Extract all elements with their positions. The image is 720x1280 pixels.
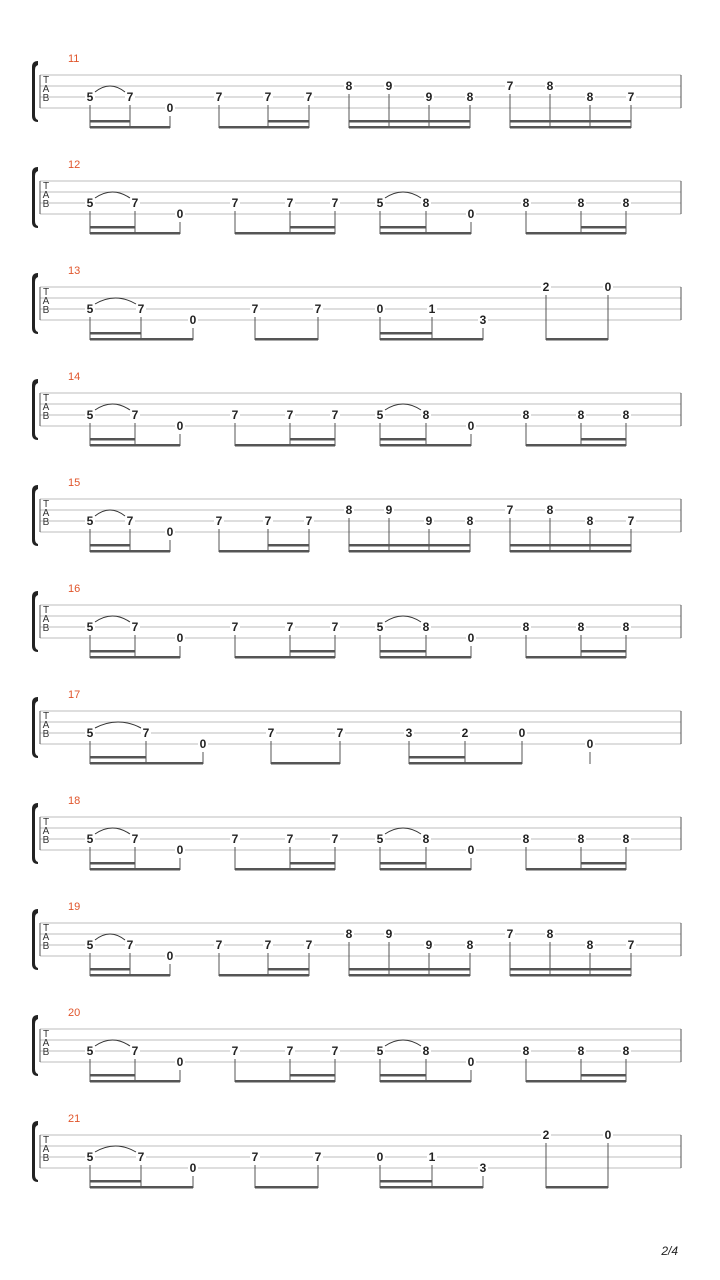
- fret-number: 0: [467, 843, 475, 857]
- beam-secondary: [90, 544, 130, 547]
- fret-number: 0: [518, 726, 526, 740]
- fret-number: 7: [131, 1044, 139, 1058]
- fret-number: 5: [376, 196, 384, 210]
- fret-number: 1: [428, 1150, 436, 1164]
- fret-number: 7: [131, 408, 139, 422]
- fret-number: 7: [627, 514, 635, 528]
- fret-number: 5: [86, 620, 94, 634]
- fret-number: 7: [215, 90, 223, 104]
- beam-primary: [380, 656, 471, 659]
- tab-clef-letter: B: [42, 517, 50, 528]
- beam-primary: [349, 126, 470, 129]
- slur-arc: [95, 722, 141, 728]
- measure-number: 12: [68, 159, 81, 171]
- fret-number: 7: [231, 196, 239, 210]
- fret-number: 7: [627, 90, 635, 104]
- beam-primary: [349, 550, 470, 553]
- fret-number: 5: [86, 1044, 94, 1058]
- beam-primary: [510, 550, 631, 553]
- beam-secondary: [380, 226, 426, 229]
- beam-secondary: [290, 226, 335, 229]
- tab-clef-letter: B: [42, 199, 50, 210]
- beam-primary: [380, 1186, 483, 1189]
- fret-number: 7: [231, 408, 239, 422]
- slur-arc: [385, 616, 421, 622]
- fret-number: 7: [251, 302, 259, 316]
- beam-secondary: [581, 862, 626, 865]
- fret-number: 0: [199, 737, 207, 751]
- slur-arc: [95, 192, 130, 198]
- beam-primary: [219, 126, 309, 129]
- beam-secondary: [380, 650, 426, 653]
- beam-secondary: [90, 1180, 141, 1183]
- slur-arc: [385, 404, 421, 410]
- fret-number: 7: [264, 514, 272, 528]
- fret-number: 0: [604, 280, 612, 294]
- beam-secondary: [380, 1074, 426, 1077]
- beam-secondary: [349, 968, 470, 971]
- fret-number: 3: [405, 726, 413, 740]
- fret-number: 7: [251, 1150, 259, 1164]
- tab-clef-letter: A: [42, 84, 50, 95]
- tab-clef-letter: B: [42, 941, 50, 952]
- beam-primary: [380, 232, 471, 235]
- beam-primary: [271, 762, 340, 765]
- fret-number: 8: [577, 620, 585, 634]
- beam-primary: [90, 1080, 180, 1083]
- tab-clef-letter: B: [42, 835, 50, 846]
- beam-secondary: [90, 120, 130, 123]
- fret-number: 8: [466, 938, 474, 952]
- fret-number: 7: [231, 1044, 239, 1058]
- slur-arc: [385, 192, 421, 198]
- fret-number: 7: [331, 196, 339, 210]
- beam-primary: [90, 868, 180, 871]
- beam-primary: [526, 656, 626, 659]
- tab-clef-letter: T: [42, 1135, 50, 1146]
- slur-arc: [95, 1040, 130, 1046]
- tab-system-19: [32, 901, 681, 977]
- beam-secondary: [90, 756, 146, 759]
- slur-arc: [95, 934, 125, 940]
- fret-number: 7: [305, 938, 313, 952]
- beam-primary: [510, 974, 631, 977]
- fret-number: 7: [331, 620, 339, 634]
- fret-number: 8: [546, 503, 554, 517]
- slur-arc: [385, 828, 421, 834]
- beam-primary: [546, 338, 608, 341]
- tab-system-18: [32, 795, 681, 871]
- fret-number: 7: [126, 938, 134, 952]
- beam-secondary: [290, 862, 335, 865]
- beam-primary: [90, 656, 180, 659]
- fret-number: 3: [479, 1161, 487, 1175]
- fret-number: 0: [467, 419, 475, 433]
- beam-secondary: [349, 544, 470, 547]
- beam-primary: [90, 232, 180, 235]
- fret-number: 8: [586, 90, 594, 104]
- beam-primary: [90, 550, 170, 553]
- tab-system-12: [32, 159, 681, 235]
- slur-arc: [95, 510, 125, 516]
- fret-number: 7: [627, 938, 635, 952]
- fret-number: 8: [422, 1044, 430, 1058]
- measure-number: 18: [68, 795, 81, 807]
- fret-number: 0: [467, 1055, 475, 1069]
- fret-number: 0: [604, 1128, 612, 1142]
- beam-primary: [349, 974, 470, 977]
- fret-number: 9: [385, 79, 393, 93]
- fret-number: 8: [522, 832, 530, 846]
- fret-number: 7: [131, 620, 139, 634]
- beam-secondary: [581, 438, 626, 441]
- fret-number: 0: [189, 313, 197, 327]
- fret-number: 8: [522, 196, 530, 210]
- fret-number: 7: [215, 514, 223, 528]
- beam-primary: [235, 232, 335, 235]
- beam-primary: [380, 868, 471, 871]
- beam-secondary: [268, 120, 309, 123]
- beam-primary: [235, 656, 335, 659]
- tab-clef-letter: A: [42, 932, 50, 943]
- beam-primary: [526, 444, 626, 447]
- fret-number: 0: [166, 101, 174, 115]
- beam-primary: [90, 762, 203, 765]
- fret-number: 9: [425, 90, 433, 104]
- fret-number: 7: [126, 514, 134, 528]
- fret-number: 7: [264, 90, 272, 104]
- tab-system-20: [32, 1007, 681, 1083]
- beam-primary: [235, 868, 335, 871]
- beam-primary: [546, 1186, 608, 1189]
- beam-primary: [235, 1080, 335, 1083]
- system-bracket: [32, 167, 38, 228]
- fret-number: 5: [376, 832, 384, 846]
- beam-secondary: [409, 756, 465, 759]
- fret-number: 7: [131, 196, 139, 210]
- beam-secondary: [581, 1074, 626, 1077]
- fret-number: 8: [622, 196, 630, 210]
- fret-number: 0: [176, 843, 184, 857]
- fret-number: 5: [86, 1150, 94, 1164]
- tab-clef-letter: T: [42, 711, 50, 722]
- system-bracket: [32, 61, 38, 122]
- fret-number: 7: [231, 620, 239, 634]
- tab-clef-letter: B: [42, 623, 50, 634]
- beam-primary: [526, 868, 626, 871]
- fret-number: 0: [189, 1161, 197, 1175]
- fret-number: 8: [522, 1044, 530, 1058]
- beam-primary: [526, 1080, 626, 1083]
- tab-clef-letter: T: [42, 287, 50, 298]
- fret-number: 7: [286, 1044, 294, 1058]
- tab-clef-letter: B: [42, 729, 50, 740]
- beam-primary: [90, 1186, 193, 1189]
- beam-secondary: [90, 226, 135, 229]
- measure-number: 16: [68, 583, 81, 595]
- tab-system-17: [32, 689, 681, 765]
- fret-number: 8: [422, 408, 430, 422]
- beam-secondary: [290, 1074, 335, 1077]
- fret-number: 7: [137, 1150, 145, 1164]
- measure-number: 13: [68, 265, 81, 277]
- fret-number: 7: [286, 832, 294, 846]
- tab-clef-letter: B: [42, 411, 50, 422]
- system-bracket: [32, 909, 38, 970]
- fret-number: 7: [506, 503, 514, 517]
- fret-number: 7: [215, 938, 223, 952]
- slur-arc: [95, 616, 130, 622]
- fret-number: 7: [305, 90, 313, 104]
- slur-arc: [95, 1146, 136, 1152]
- beam-secondary: [268, 968, 309, 971]
- tab-system-16: [32, 583, 681, 659]
- beam-secondary: [90, 332, 141, 335]
- tab-clef-letter: A: [42, 508, 50, 519]
- fret-number: 9: [425, 514, 433, 528]
- fret-number: 8: [546, 79, 554, 93]
- fret-number: 7: [506, 79, 514, 93]
- beam-primary: [380, 1080, 471, 1083]
- beam-primary: [219, 550, 309, 553]
- tab-clef-letter: B: [42, 305, 50, 316]
- fret-number: 7: [314, 1150, 322, 1164]
- fret-number: 5: [376, 620, 384, 634]
- system-bracket: [32, 379, 38, 440]
- fret-number: 8: [622, 1044, 630, 1058]
- beam-primary: [380, 444, 471, 447]
- beam-secondary: [90, 438, 135, 441]
- system-bracket: [32, 591, 38, 652]
- system-bracket: [32, 1121, 38, 1182]
- fret-number: 7: [142, 726, 150, 740]
- tab-system-13: [32, 265, 681, 341]
- beam-primary: [90, 974, 170, 977]
- beam-primary: [235, 444, 335, 447]
- tab-clef-letter: T: [42, 1029, 50, 1040]
- tab-clef-letter: T: [42, 817, 50, 828]
- fret-number: 7: [267, 726, 275, 740]
- beam-primary: [380, 338, 483, 341]
- beam-secondary: [90, 862, 135, 865]
- fret-number: 8: [466, 90, 474, 104]
- fret-number: 8: [466, 514, 474, 528]
- beam-secondary: [510, 968, 631, 971]
- slur-arc: [385, 1040, 421, 1046]
- measure-number: 15: [68, 477, 81, 489]
- beam-primary: [255, 1186, 318, 1189]
- beam-primary: [526, 232, 626, 235]
- fret-number: 0: [586, 737, 594, 751]
- tab-system-21: [32, 1113, 681, 1189]
- beam-secondary: [90, 1074, 135, 1077]
- fret-number: 8: [522, 620, 530, 634]
- fret-number: 0: [176, 419, 184, 433]
- system-bracket: [32, 803, 38, 864]
- tab-clef-letter: B: [42, 1047, 50, 1058]
- fret-number: 8: [577, 408, 585, 422]
- fret-number: 9: [385, 503, 393, 517]
- tab-clef-letter: T: [42, 923, 50, 934]
- fret-number: 8: [422, 832, 430, 846]
- beam-secondary: [380, 1180, 432, 1183]
- fret-number: 8: [622, 408, 630, 422]
- tab-clef-letter: A: [42, 296, 50, 307]
- fret-number: 0: [467, 631, 475, 645]
- fret-number: 8: [422, 196, 430, 210]
- fret-number: 0: [376, 302, 384, 316]
- system-bracket: [32, 1015, 38, 1076]
- tab-system-14: [32, 371, 681, 447]
- tab-clef-letter: B: [42, 1153, 50, 1164]
- tab-clef-letter: A: [42, 720, 50, 731]
- fret-number: 7: [286, 196, 294, 210]
- tab-clef-letter: A: [42, 190, 50, 201]
- fret-number: 8: [577, 196, 585, 210]
- fret-number: 0: [176, 1055, 184, 1069]
- beam-secondary: [349, 120, 470, 123]
- beam-secondary: [90, 968, 130, 971]
- fret-number: 7: [137, 302, 145, 316]
- tab-clef-letter: T: [42, 181, 50, 192]
- slur-arc: [95, 86, 125, 92]
- fret-number: 7: [126, 90, 134, 104]
- beam-primary: [219, 974, 309, 977]
- fret-number: 3: [479, 313, 487, 327]
- fret-number: 7: [231, 832, 239, 846]
- beam-secondary: [290, 438, 335, 441]
- fret-number: 7: [131, 832, 139, 846]
- tab-system-15: [32, 477, 681, 553]
- fret-number: 0: [176, 631, 184, 645]
- fret-number: 7: [305, 514, 313, 528]
- fret-number: 9: [385, 927, 393, 941]
- tab-clef-letter: T: [42, 393, 50, 404]
- fret-number: 5: [376, 1044, 384, 1058]
- measure-number: 20: [68, 1007, 81, 1019]
- fret-number: 2: [542, 280, 550, 294]
- measure-number: 21: [68, 1113, 81, 1125]
- measure-number: 17: [68, 689, 81, 701]
- fret-number: 0: [166, 949, 174, 963]
- fret-number: 0: [376, 1150, 384, 1164]
- beam-secondary: [380, 332, 432, 335]
- measure-number: 19: [68, 901, 81, 913]
- fret-number: 8: [622, 832, 630, 846]
- beam-secondary: [380, 862, 426, 865]
- fret-number: 5: [86, 938, 94, 952]
- fret-number: 8: [546, 927, 554, 941]
- fret-number: 0: [176, 207, 184, 221]
- fret-number: 7: [314, 302, 322, 316]
- fret-number: 8: [586, 938, 594, 952]
- system-bracket: [32, 485, 38, 546]
- beam-secondary: [380, 438, 426, 441]
- page-number: 2/4: [661, 1244, 678, 1258]
- tab-clef-letter: A: [42, 614, 50, 625]
- fret-number: 8: [422, 620, 430, 634]
- fret-number: 0: [166, 525, 174, 539]
- beam-primary: [255, 338, 318, 341]
- tab-clef-letter: B: [42, 93, 50, 104]
- beam-secondary: [510, 544, 631, 547]
- fret-number: 8: [345, 79, 353, 93]
- fret-number: 8: [577, 832, 585, 846]
- tab-clef-letter: A: [42, 1038, 50, 1049]
- beam-primary: [90, 444, 180, 447]
- fret-number: 5: [86, 726, 94, 740]
- slur-arc: [95, 404, 130, 410]
- beam-primary: [409, 762, 522, 765]
- fret-number: 1: [428, 302, 436, 316]
- fret-number: 8: [586, 514, 594, 528]
- beam-secondary: [581, 650, 626, 653]
- fret-number: 8: [345, 503, 353, 517]
- tab-clef-letter: T: [42, 499, 50, 510]
- fret-number: 5: [86, 90, 94, 104]
- beam-secondary: [581, 226, 626, 229]
- fret-number: 5: [86, 514, 94, 528]
- system-bracket: [32, 697, 38, 758]
- fret-number: 7: [336, 726, 344, 740]
- fret-number: 7: [331, 1044, 339, 1058]
- beam-secondary: [290, 650, 335, 653]
- fret-number: 8: [577, 1044, 585, 1058]
- beam-secondary: [90, 650, 135, 653]
- slur-arc: [95, 828, 130, 834]
- fret-number: 5: [86, 196, 94, 210]
- fret-number: 2: [461, 726, 469, 740]
- fret-number: 5: [86, 302, 94, 316]
- tab-clef-letter: T: [42, 605, 50, 616]
- tab-clef-letter: A: [42, 826, 50, 837]
- measure-number: 14: [68, 371, 81, 383]
- fret-number: 2: [542, 1128, 550, 1142]
- fret-number: 7: [331, 408, 339, 422]
- measure-number: 11: [68, 53, 80, 65]
- fret-number: 5: [86, 408, 94, 422]
- system-bracket: [32, 273, 38, 334]
- fret-number: 9: [425, 938, 433, 952]
- tab-clef-letter: A: [42, 1144, 50, 1155]
- slur-arc: [95, 298, 136, 304]
- beam-primary: [510, 126, 631, 129]
- fret-number: 7: [286, 620, 294, 634]
- fret-number: 7: [506, 927, 514, 941]
- fret-number: 8: [345, 927, 353, 941]
- beam-secondary: [510, 120, 631, 123]
- fret-number: 5: [376, 408, 384, 422]
- fret-number: 5: [86, 832, 94, 846]
- beam-primary: [90, 338, 193, 341]
- tab-clef-letter: T: [42, 75, 50, 86]
- beam-primary: [90, 126, 170, 129]
- fret-number: 7: [286, 408, 294, 422]
- fret-number: 8: [622, 620, 630, 634]
- fret-number: 7: [331, 832, 339, 846]
- beam-secondary: [268, 544, 309, 547]
- fret-number: 8: [522, 408, 530, 422]
- fret-number: 0: [467, 207, 475, 221]
- tab-clef-letter: A: [42, 402, 50, 413]
- tab-system-11: [32, 53, 681, 129]
- fret-number: 7: [264, 938, 272, 952]
